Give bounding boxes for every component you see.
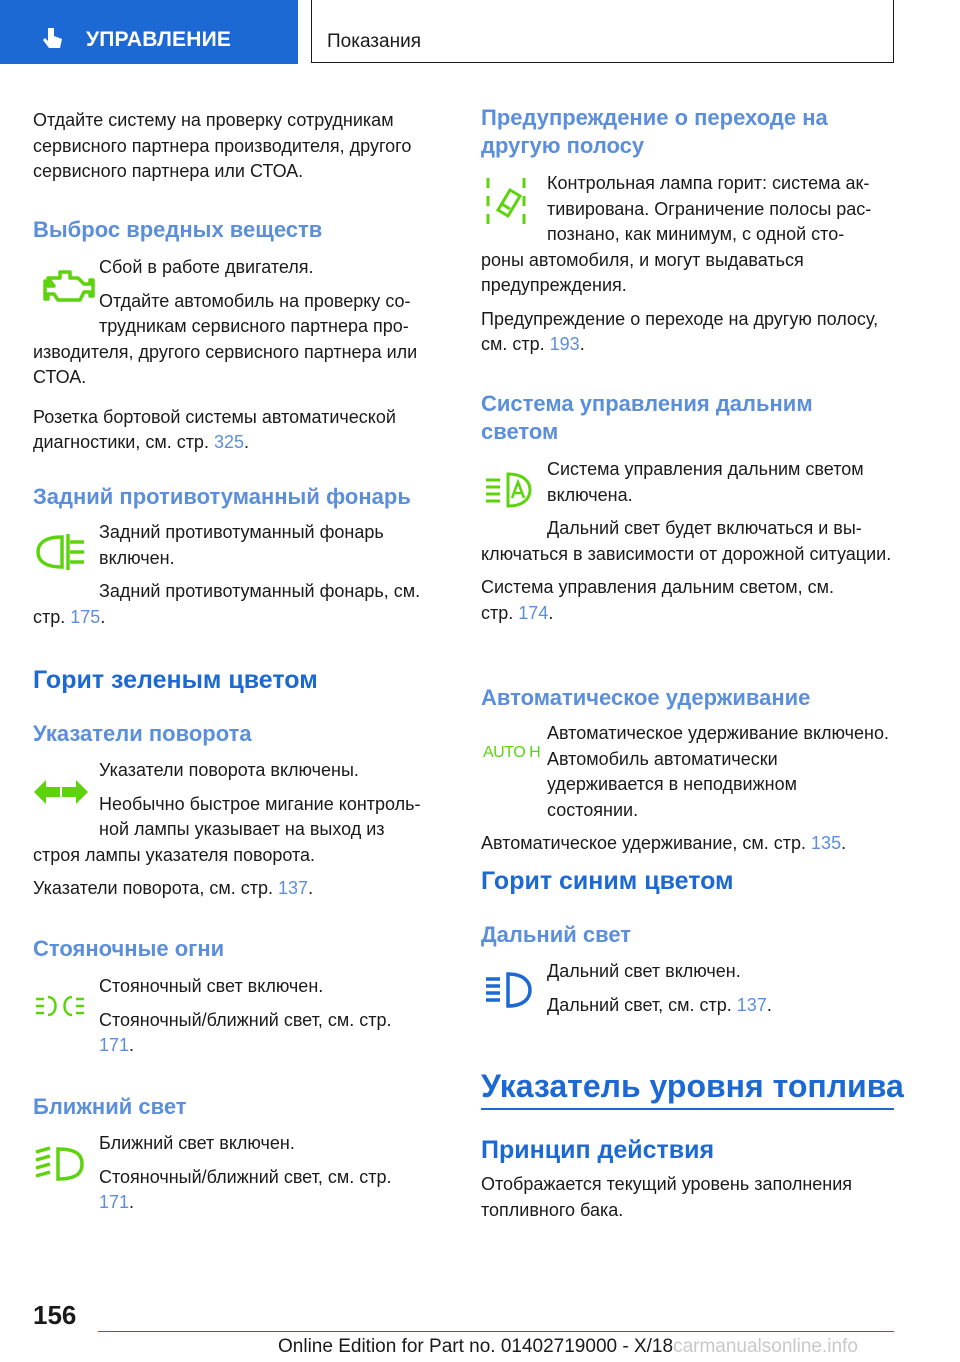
hba-p2a: Дальний свет будет включаться и вы- xyxy=(547,518,862,538)
section-title: УПРАВЛЕНИЕ xyxy=(86,28,232,51)
fuel-body xyxy=(481,1172,893,1223)
rear-fog-body xyxy=(33,520,445,630)
section-tab xyxy=(0,0,298,64)
auto-hold-body xyxy=(481,721,893,857)
emissions-p2c: изводителя, другого сервисного партнера или СТОА. xyxy=(33,341,418,387)
page-link[interactable]: 135 xyxy=(811,833,842,853)
high-beam-p2: Дальний свет, см. стр. 137. xyxy=(547,994,772,1015)
turn-p3: Указатели поворота, см. стр. 137. xyxy=(33,878,314,898)
turn-p2a: Необычно быстрое мигание контроль- xyxy=(99,793,421,814)
low-beam-p1: Ближний свет включен. xyxy=(99,1133,295,1153)
auto-hold-p2: Автоматическое удерживание, см. стр. 135. xyxy=(481,833,847,853)
emissions-p3: Розетка бортовой системы автоматической диагностики, см. стр. 325. xyxy=(33,406,396,452)
hba-p1: Система управления дальним светом включена. xyxy=(547,459,864,505)
lane-p1c: познано, как минимум, с одной сто- xyxy=(547,224,845,244)
turn-signal-heading: Указатели поворота xyxy=(33,721,252,746)
turn-signal-body xyxy=(33,758,445,902)
page-link[interactable]: 174 xyxy=(518,602,549,623)
heading-rule xyxy=(481,1108,894,1110)
page-link[interactable]: 193 xyxy=(549,334,580,354)
page-link[interactable]: 175 xyxy=(70,606,101,627)
turn-p2b: ной лампы указывает на выход из xyxy=(99,819,385,839)
high-beam-heading: Дальний свет xyxy=(481,922,632,947)
emissions-heading: Выброс вредных веществ xyxy=(33,217,323,242)
lane-p1d: роны автомобиля, и могут выдаваться предупреждения. xyxy=(481,249,804,295)
emissions-p1: Сбой в работе двигателя. xyxy=(99,257,314,277)
chapter-tab xyxy=(311,0,894,63)
auto-hold-p1: Автоматическое удерживание включено. Автомобиль автоматически удерживается в неподвижном состоянии. xyxy=(547,723,889,820)
page-link[interactable]: 137 xyxy=(278,878,309,898)
rear-fog-p1: Задний противотуманный фонарь включен. xyxy=(99,522,384,568)
hba-p3: Система управления дальним светом, см. стр. 174. xyxy=(481,577,835,623)
parking-p2: Стояночный/ближний свет, см. стр. 171. xyxy=(99,1009,392,1055)
high-beam-body xyxy=(481,959,893,1018)
intro-paragraph: Отдайте систему на проверку сотрудникам сервисного партнера производителя, другого сервисного партнера или СТОА. xyxy=(33,110,412,181)
page-link[interactable]: 171 xyxy=(99,1192,130,1212)
page-link[interactable]: 171 xyxy=(99,1035,130,1055)
parking-lights-heading: Стояночные огни xyxy=(33,936,225,961)
parking-p1: Стояночный свет включен. xyxy=(99,976,324,996)
left-column xyxy=(33,108,445,185)
hand-pointer-icon xyxy=(40,26,66,52)
footer-text: Online Edition for Part no. 01402719000 - X/18carmanualsonline.info xyxy=(278,1336,858,1357)
watermark: carmanualsonline.info xyxy=(673,1336,858,1357)
blue-section-heading: Горит синим цветом xyxy=(481,867,734,895)
emissions-p2b: трудникам сервисного партнера про- xyxy=(99,316,409,336)
parking-body xyxy=(33,974,445,1059)
page-link[interactable]: 325 xyxy=(213,432,244,452)
low-beam-p2: Стояночный/ближний свет, см. стр. 171. xyxy=(99,1166,392,1212)
lane-p1b: тивирована. Ограничение полосы рас- xyxy=(547,198,872,219)
emissions-body xyxy=(33,255,445,456)
turn-p2c: строя лампы указателя поворота. xyxy=(33,844,316,865)
high-beam-p1: Дальний свет включен. xyxy=(547,961,741,981)
fuel-principle-heading: Принцип действия xyxy=(481,1136,715,1164)
rear-fog-heading: Задний противотуманный фонарь xyxy=(33,484,411,509)
emissions-p2a: Отдайте автомобиль на проверку со- xyxy=(99,290,411,311)
auto-hold-icon: AUTO H xyxy=(483,744,541,761)
fuel-p1: Отображается текущий уровень заполнения топливного бака. xyxy=(481,1174,853,1220)
hba-p2b: ключаться в зависимости от дорожной ситуации. xyxy=(481,543,892,564)
lane-body xyxy=(481,171,893,358)
turn-p1: Указатели поворота включены. xyxy=(99,760,359,780)
lane-departure-heading: Предупреждение о переходе на другую полосу xyxy=(481,105,828,158)
rear-fog-p2: Задний противотуманный фонарь, см. стр. 175. xyxy=(33,581,421,627)
high-beam-assist-heading: Система управления дальним светом xyxy=(481,391,813,444)
high-beam-assist-body xyxy=(481,457,893,626)
green-section-heading: Горит зеленым цветом xyxy=(33,666,318,694)
chapter-title: Показания xyxy=(327,31,421,52)
low-beam-body xyxy=(33,1131,445,1216)
low-beam-heading: Ближний свет xyxy=(33,1094,187,1119)
page-number: 156 xyxy=(33,1300,77,1330)
lane-p1a: Контрольная лампа горит: система ак- xyxy=(547,173,870,193)
footer-rule xyxy=(98,1331,894,1332)
lane-p2: Предупреждение о переходе на другую полосу, см. стр. 193. xyxy=(481,308,879,354)
auto-hold-heading: Автоматическое удерживание xyxy=(481,685,811,710)
fuel-gauge-heading: Указатель уровня топлива xyxy=(481,1068,904,1104)
page-link[interactable]: 137 xyxy=(736,994,767,1015)
